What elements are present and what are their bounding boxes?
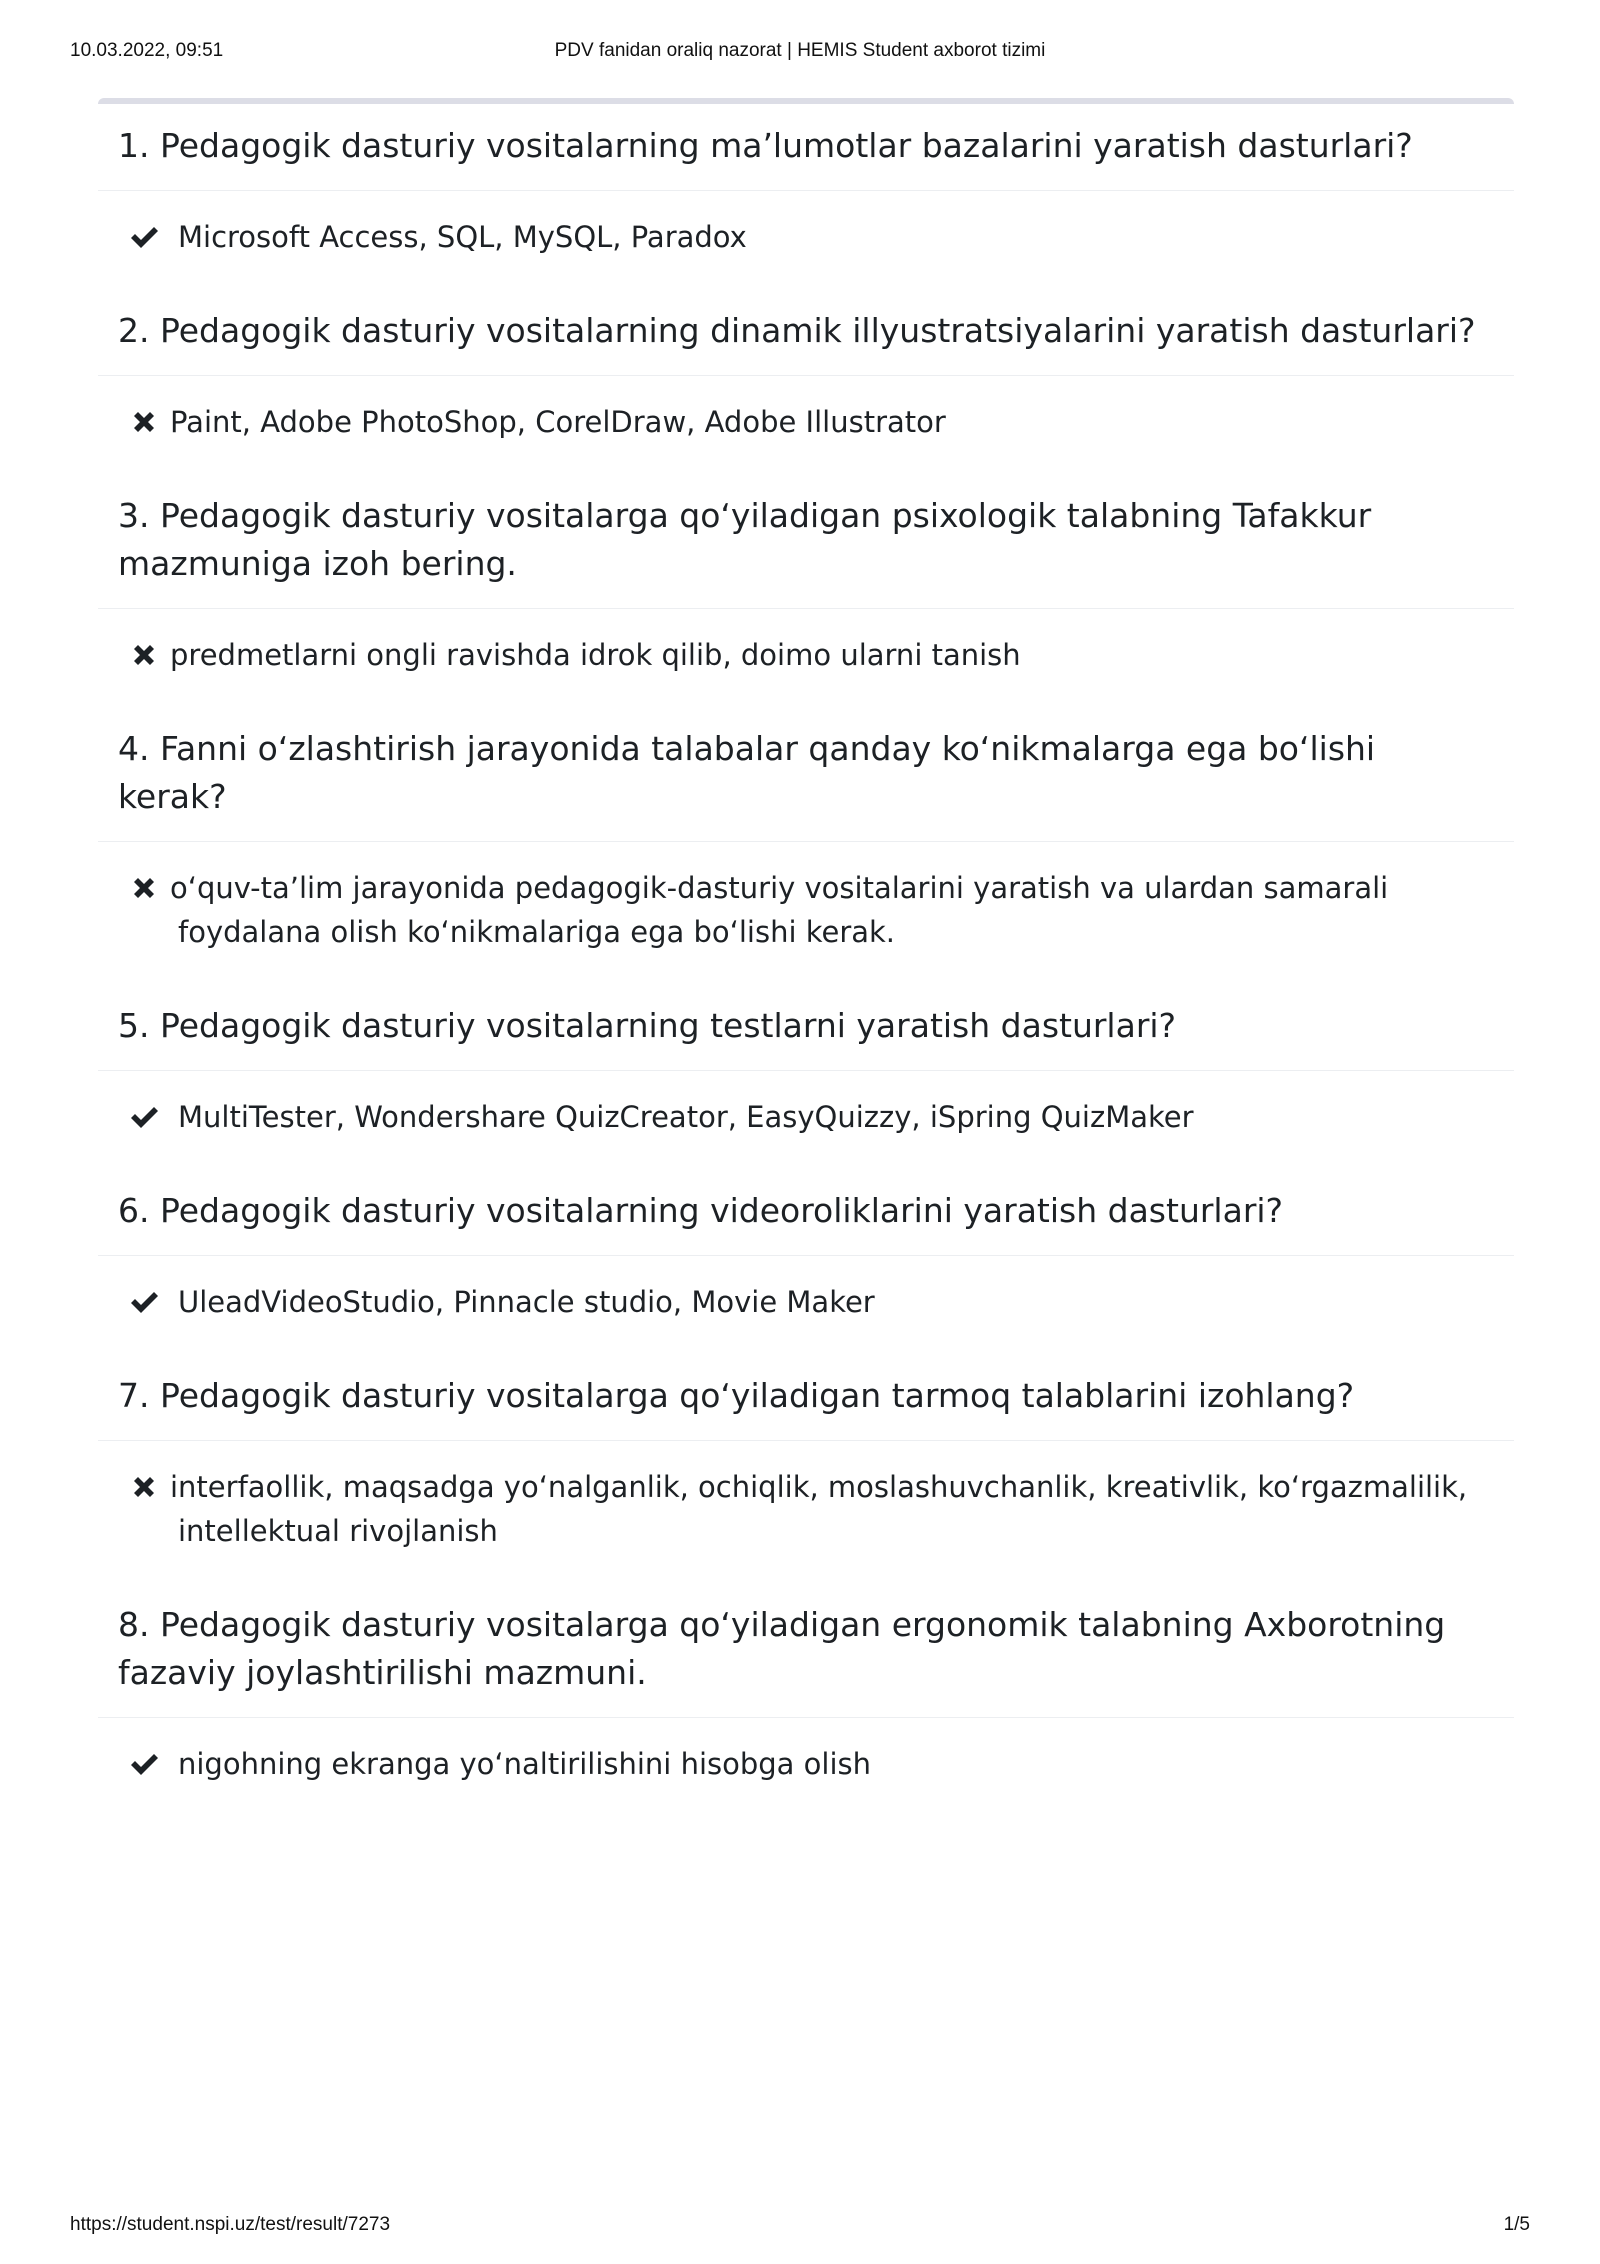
answer-row (98, 191, 1514, 289)
check-icon (128, 1286, 160, 1318)
answer-text: o‘quv-ta’lim jarayonida pedagogik-dasturiy vositalarini yaratish va ulardan samarali foydalana olish ko‘nikmalariga ega bo‘lishi kerak. (170, 871, 1389, 949)
question-block (98, 707, 1514, 984)
question-block (98, 1354, 1514, 1583)
answer-text: MultiTester, Wondershare QuizCreator, EasyQuizzy, iSpring QuizMaker (178, 1100, 1194, 1134)
answer-row (98, 609, 1514, 707)
check-icon (128, 221, 160, 253)
question-text (98, 474, 1514, 609)
cross-icon (128, 639, 160, 671)
print-header (70, 40, 1530, 64)
question-label: Pedagogik dasturiy vositalarning testlarni yaratish dasturlari? (160, 1006, 1177, 1045)
answer-row (98, 1256, 1514, 1354)
question-block (98, 1583, 1514, 1816)
answer-text: interfaollik, maqsadga yo‘nalganlik, ochiqlik, moslashuvchanlik, kreativlik, ko‘rgazmalilik, intellektual rivojlanish (170, 1470, 1468, 1548)
cross-icon (128, 406, 160, 438)
print-url: https://student.nspi.uz/test/result/7273 (70, 2214, 391, 2235)
question-block (98, 474, 1514, 707)
question-text (98, 104, 1514, 191)
question-number: 1. (118, 126, 150, 165)
question-block (98, 984, 1514, 1169)
print-datetime: 10.03.2022, 09:51 (70, 40, 224, 61)
print-page-number: 1/5 (1503, 2214, 1530, 2235)
question-block (98, 104, 1514, 289)
cross-icon (128, 1471, 160, 1503)
question-text (98, 289, 1514, 376)
question-label: Pedagogik dasturiy vositalarning dinamik illyustratsiyalarini yaratish dasturlari? (160, 311, 1476, 350)
question-label: Pedagogik dasturiy vositalarga qo‘yiladigan tarmoq talablarini izohlang? (160, 1376, 1355, 1415)
question-text (98, 707, 1514, 842)
question-number: 2. (118, 311, 150, 350)
answer-text: nigohning ekranga yo‘naltirilishini hisobga olish (178, 1747, 872, 1781)
cross-icon (128, 872, 160, 904)
print-footer (70, 2214, 1530, 2238)
question-text (98, 1354, 1514, 1441)
question-number: 8. (118, 1605, 150, 1644)
answer-row (98, 1071, 1514, 1169)
answer-text: UleadVideoStudio, Pinnacle studio, Movie Maker (178, 1285, 875, 1319)
answer-text: Paint, Adobe PhotoShop, CorelDraw, Adobe Illustrator (170, 405, 946, 439)
question-block (98, 289, 1514, 474)
answer-text: Microsoft Access, SQL, MySQL, Paradox (178, 220, 747, 254)
answer-text: predmetlarni ongli ravishda idrok qilib, doimo ularni tanish (170, 638, 1021, 672)
question-text (98, 1169, 1514, 1256)
question-block (98, 1169, 1514, 1354)
answer-row (98, 842, 1514, 984)
question-label: Fanni o‘zlashtirish jarayonida talabalar qanday ko‘nikmalarga ega bo‘lishi kerak? (118, 729, 1376, 816)
question-number: 7. (118, 1376, 150, 1415)
answer-row (98, 1718, 1514, 1816)
question-number: 3. (118, 496, 150, 535)
question-label: Pedagogik dasturiy vositalarning ma’lumotlar bazalarini yaratish dasturlari? (160, 126, 1413, 165)
answer-row (98, 1441, 1514, 1583)
question-number: 4. (118, 729, 150, 768)
check-icon (128, 1101, 160, 1133)
test-result-card (98, 98, 1514, 1816)
question-label: Pedagogik dasturiy vositalarning videoroliklarini yaratish dasturlari? (160, 1191, 1284, 1230)
question-text (98, 1583, 1514, 1718)
question-number: 5. (118, 1006, 150, 1045)
print-page-title: PDV fanidan oraliq nazorat | HEMIS Student axborot tizimi (554, 40, 1046, 61)
question-number: 6. (118, 1191, 150, 1230)
check-icon (128, 1748, 160, 1780)
answer-row (98, 376, 1514, 474)
question-text (98, 984, 1514, 1071)
question-label: Pedagogik dasturiy vositalarga qo‘yiladigan ergonomik talabning Axborotning fazaviy joylashtirilishi mazmuni. (118, 1605, 1446, 1692)
question-label: Pedagogik dasturiy vositalarga qo‘yiladigan psixologik talabning Tafakkur mazmuniga izoh bering. (118, 496, 1372, 583)
